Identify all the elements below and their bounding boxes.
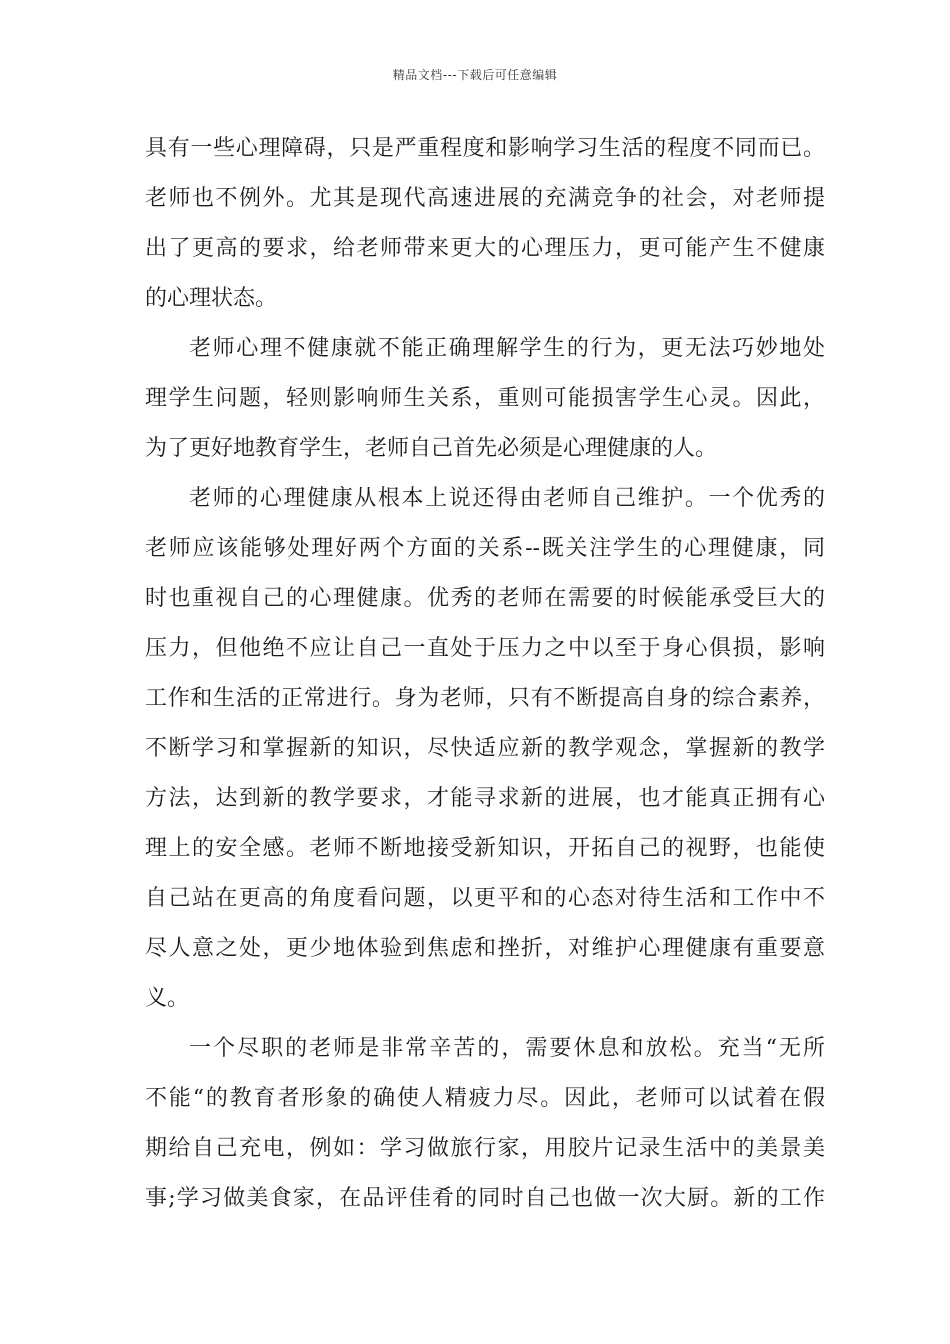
paragraph-3-line-6: 不断学习和掌握新的知识，尽快适应新的教学观念，掌握新的教学 (145, 736, 825, 761)
paragraph-3-line-9: 自己站在更高的角度看问题，以更平和的心态对待生活和工作中不 (145, 886, 825, 911)
paragraph-2-line-1: 老师心理不健康就不能正确理解学生的行为，更无法巧妙地处 (189, 336, 825, 361)
paragraph-4-line-3: 期给自己充电，例如：学习做旅行家，用胶片记录生活中的美景美 (145, 1136, 825, 1161)
paragraph-3-line-3: 时也重视自己的心理健康。优秀的老师在需要的时候能承受巨大的 (145, 586, 825, 611)
paragraph-3-line-4: 压力，但他绝不应让自己一直处于压力之中以至于身心俱损，影响 (145, 636, 825, 661)
paragraph-3-line-7: 方法，达到新的教学要求，才能寻求新的进展，也才能真正拥有心 (145, 786, 825, 811)
paragraph-2-line-3: 为了更好地教育学生，老师自己首先必须是心理健康的人。 (145, 436, 718, 461)
paragraph-3-line-5: 工作和生活的正常进行。身为老师，只有不断提高自身的综合素养， (145, 686, 825, 711)
paragraph-4-line-4: 事;学习做美食家，在品评佳肴的同时自己也做一次大厨。新的工作 (145, 1186, 825, 1211)
paragraph-4-line-1: 一个尽职的老师是非常辛苦的，需要休息和放松。充当“无所 (189, 1036, 825, 1061)
paragraph-3-line-1: 老师的心理健康从根本上说还得由老师自己维护。一个优秀的 (189, 486, 825, 511)
paragraph-3-line-8: 理上的安全感。老师不断地接受新知识，开拓自己的视野，也能使 (145, 836, 825, 861)
paragraph-1-line-3: 出了更高的要求，给老师带来更大的心理压力，更可能产生不健康 (145, 236, 825, 261)
paragraph-1-line-2: 老师也不例外。尤其是现代高速进展的充满竞争的社会，对老师提 (145, 186, 825, 211)
page-header: 精品文档---下载后可任意编辑 (392, 68, 558, 82)
paragraph-1-line-4: 的心理状态。 (145, 286, 278, 311)
document-body (145, 124, 825, 1224)
paragraph-1-line-1: 具有一些心理障碍，只是严重程度和影响学习生活的程度不同而已。 (145, 136, 825, 161)
paragraph-2-line-2: 理学生问题，轻则影响师生关系，重则可能损害学生心灵。因此， (145, 386, 825, 411)
paragraph-3-line-11: 义。 (145, 986, 190, 1011)
paragraph-3-line-10: 尽人意之处，更少地体验到焦虑和挫折，对维护心理健康有重要意 (145, 936, 825, 961)
paragraph-3-line-2: 老师应该能够处理好两个方面的关系--既关注学生的心理健康，同 (145, 536, 825, 561)
paragraph-4-line-2: 不能“的教育者形象的确使人精疲力尽。因此，老师可以试着在假 (145, 1086, 825, 1111)
